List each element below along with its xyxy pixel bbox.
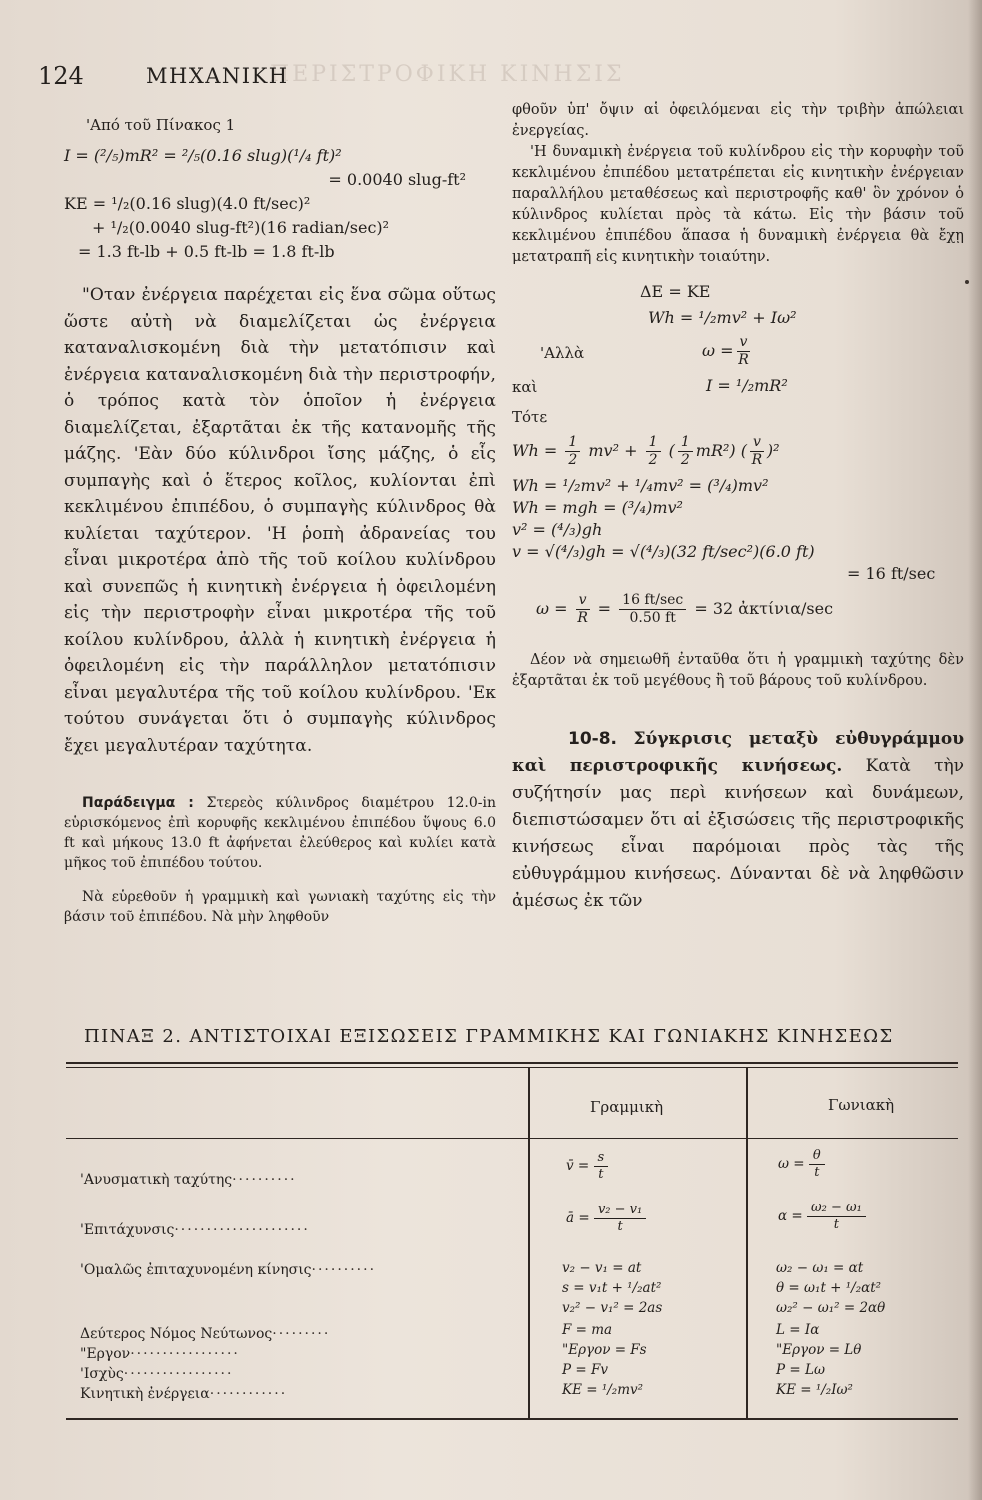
table-bottom-rule	[66, 1418, 958, 1420]
bleed-through-header: ΠΕΡΙΣΤΡΟΦΙΚΗ ΚΙΝΗΣΙΣ	[270, 62, 625, 87]
section-number: 10-8.	[568, 729, 617, 749]
equation: v = √(⁴/₃)gh = √(⁴/₃)(32 ft/sec²)(6.0 ft)	[512, 542, 815, 561]
leader-dots: ············	[209, 1386, 288, 1402]
continued-text: φθοῦν ὑπ' ὄψιν αἱ ὀφειλόμεναι εἰς τὴν τριβὴν ἀπώλειαι ἐνεργείας.	[512, 102, 964, 139]
table-column-divider	[528, 1068, 530, 1418]
row-label-text: Δεύτερος Νόμος Νεύτωνος	[80, 1326, 273, 1342]
numerator: 1	[565, 434, 580, 452]
eq-term: =	[597, 599, 612, 618]
eq-term: mR²) (	[695, 441, 747, 460]
cell-line: s = v₁t + ¹/₂at²	[562, 1280, 662, 1296]
table-cell-angular	[778, 1148, 825, 1181]
example-label: Παράδειγμα :	[82, 795, 194, 811]
eq-term: mv² +	[588, 441, 638, 460]
eq-label: καὶ	[512, 378, 538, 396]
table-row-label	[80, 1386, 287, 1402]
fraction	[565, 434, 580, 469]
denominator: t	[814, 1165, 820, 1180]
numerator: 1	[646, 434, 661, 452]
eq-row	[512, 428, 964, 476]
body-paragraph: "Οταν ἐνέργεια παρέχεται εἰς ἕνα σῶμα οὕτως ὥστε αὐτὴ νὰ διαμελίζεται ὡς ἐνέργεια καταναλισκομένη διὰ τὴν μετατόπισιν καὶ ἐνέργεια καταναλισκομένη διὰ τὴν περιστροφήν, ὁ τρόπος κατὰ τὸν ὁποῖον ἡ ἐνέργεια διαμελίζεται, ἐξαρτᾶται ἐκ τῆς κατανομῆς τῆς μάζης. 'Εὰν δύο κύλινδροι ἴσης μάζης, ὁ εἷς συμπαγὴς καὶ ὁ ἕτερος κοῖλος, κυλίονται ἐπὶ κεκλιμένου ἐπιπέδου, ὁ συμπαγὴς κύλινδρος θὰ κυλίεται ταχύτερον. 'Η ῥοπὴ ἀδρανείας του εἶναι μικροτέρα ἀπὸ τῆς τοῦ κοίλου κυλίνδρου καὶ συνεπῶς ἡ κινητικὴ ἐνέργεια ἡ ὀφειλομένη εἰς τὴν περιστροφὴν εἶναι μικροτέρα τῆς τοῦ κοίλου κυλίνδρου, ἀλλὰ ἡ κινητικὴ ἐνέργεια ἡ ὀφειλομένη εἰς τὴν παράλληλον μετατόπισιν εἶναι μεγαλυτέρα τῆς τοῦ κοίλου κυλίνδρου. 'Εκ τούτου συνάγεται ὅτι ὁ συμπαγὴς κύλινδρος ἔχει μεγαλυτέραν ταχύτητα.	[64, 285, 496, 756]
table-top-rule-thin	[66, 1067, 958, 1068]
table-header-rule	[66, 1138, 958, 1139]
leader-dots: ·················	[123, 1366, 234, 1382]
equation: Wh = ¹/₂mv² + Iω²	[648, 308, 797, 327]
fraction	[678, 434, 693, 469]
numerator: v₂ − v₁	[594, 1202, 646, 1219]
denominator: 2	[680, 452, 690, 468]
denominator: 2	[568, 452, 578, 468]
cell-line: "Εργον = Fs	[562, 1342, 647, 1358]
eq-label: 'Αλλὰ	[540, 344, 585, 362]
eq-row	[512, 498, 964, 520]
table-row-label	[80, 1262, 376, 1278]
section-10-8	[512, 726, 964, 915]
page-number: 124	[38, 62, 84, 90]
eq-lhs: ω =	[702, 341, 734, 360]
page-gutter-shadow	[968, 0, 982, 1500]
eq-row	[512, 542, 964, 564]
section-title: Σύγκρισις μεταξὺ εὐθυγράμμου καὶ περιστροφικῆς κινήσεως.	[512, 729, 964, 776]
cell-line: v₂ − v₁ = at	[562, 1260, 642, 1276]
leader-dots: ··········	[232, 1172, 297, 1188]
table-header-angular: Γωνιακὴ	[828, 1096, 895, 1114]
cell-lhs: v̄ =	[566, 1158, 590, 1174]
energy-paragraph: 'Η δυναμικὴ ἐνέργεια τοῦ κυλίνδρου εἰς τὴν κορυφὴν τοῦ κεκλιμένου ἐπιπέδου μετατρέπεται εἰς κινητικὴν ἐνέργειαν παραλλήλου μεταθέσεως καὶ περιστροφῆς καθ' ὃν χρόνον ὁ κύλινδρος κυλίεται πρὸς τὰ κάτω. Εἰς τὴν βάσιν τοῦ κεκλιμένου ἐπιπέδου ἅπασα ἡ δυναμικὴ ἐνέργεια θὰ ἔχῃ μετατραπῆ εἰς κινητικὴν τοιαύτην.	[512, 144, 964, 265]
table-cell-linear	[562, 1258, 662, 1318]
denominator: R	[738, 352, 749, 368]
denominator: t	[598, 1167, 604, 1182]
eq-row	[512, 278, 964, 306]
equation: I = ¹/₂mR²	[706, 376, 788, 395]
equation	[702, 334, 753, 369]
table-cell-angular	[778, 1200, 866, 1233]
cell-lhs: ω =	[778, 1156, 805, 1172]
row-label-text: 'Επιτάχυνσις	[80, 1222, 175, 1238]
fraction	[576, 592, 590, 627]
fraction	[646, 434, 661, 469]
calc-line: I = (²/₅)mR² = ²/₅(0.16 slug)(¹/₄ ft)²	[64, 146, 342, 165]
row-label-text: "Εργον	[80, 1346, 131, 1362]
table-row-label	[80, 1346, 240, 1362]
cell-line: ω₂ − ω₁ = αt	[776, 1260, 864, 1276]
equation: Wh = ¹/₂mv² + ¹/₄mv² = (³/₄)mv²	[512, 476, 769, 495]
cell-line: L = Iα	[776, 1322, 820, 1338]
numerator: θ	[809, 1148, 825, 1165]
leader-dots: ··········	[311, 1262, 377, 1278]
eq-row	[512, 520, 964, 542]
numerator: v	[576, 592, 590, 610]
cell-line: v₂² − v₁² = 2as	[562, 1300, 663, 1316]
leader-dots: ·········	[272, 1326, 331, 1342]
eq-row	[512, 306, 964, 334]
table-header-linear: Γραμμικὴ	[590, 1098, 664, 1116]
eq-term: (	[668, 441, 675, 460]
calc-line: = 1.3 ft-lb + 0.5 ft-lb = 1.8 ft-lb	[78, 242, 335, 261]
calc-line: KE = ¹/₂(0.16 slug)(4.0 ft/sec)²	[64, 194, 311, 213]
equation-block	[512, 278, 964, 634]
table-cell-angular	[776, 1258, 885, 1318]
example-text: Στερεὸς κύλινδρος διαμέτρου 12.0-in εὑρισκόμενος ἐπὶ κορυφῆς κεκλιμένου ἐπιπέδου ὕψους 6.0 ft καὶ μήκους 13.0 ft ἀφήνεται ἐλεύθερος καὶ κυλίει κατὰ μῆκος τοῦ ἐπιπέδου τούτου.	[64, 795, 496, 871]
cell-lhs: ā =	[566, 1210, 590, 1226]
row-label-text: 'Ισχὺς	[80, 1366, 124, 1382]
table-top-rule	[66, 1062, 958, 1064]
calc-block	[64, 144, 496, 264]
denominator: R	[751, 452, 763, 468]
table-row-label	[80, 1222, 310, 1238]
cell-line: θ = ω₁t + ¹/₂αt²	[776, 1280, 882, 1296]
left-column	[64, 112, 496, 927]
fraction	[807, 1200, 866, 1233]
fraction	[594, 1150, 609, 1183]
calc-line: + ¹/₂(0.0040 slug-ft²)(16 radian/sec)²	[92, 218, 390, 237]
denominator: t	[833, 1217, 840, 1232]
cell-line: P = Lω	[776, 1362, 825, 1378]
numerator: ω₂ − ω₁	[807, 1200, 866, 1217]
denominator: t	[617, 1219, 623, 1234]
fraction	[809, 1148, 825, 1181]
row-label-text: 'Ομαλῶς ἐπιταχυνομένη κίνησις	[80, 1262, 312, 1278]
numerator: 1	[678, 434, 693, 452]
cell-line: KE = ¹/₂Iω²	[776, 1382, 853, 1398]
eq-row	[512, 334, 964, 374]
table-cell-linear	[562, 1320, 647, 1400]
cell-line: "Εργον = Lθ	[776, 1342, 862, 1358]
table-title: ΠΙΝΑΞ 2. ΑΝΤΙΣΤΟΙΧΑΙ ΕΞΙΣΩΣΕΙΣ ΓΡΑΜΜΙΚΗΣ ΚΑΙ ΓΩΝΙΑΚΗΣ ΚΙΝΗΣΕΩΣ	[84, 1026, 894, 1047]
table-row-label	[80, 1172, 297, 1188]
table-cell-angular	[776, 1320, 861, 1400]
cell-line: ω₂² − ω₁² = 2αθ	[776, 1300, 886, 1316]
eq-lhs: Wh =	[512, 441, 558, 460]
calc-line: = 0.0040 slug-ft²	[328, 170, 466, 189]
numerator: 16 ft/sec	[619, 592, 686, 610]
table-column-divider	[746, 1068, 748, 1418]
cell-line: F = ma	[562, 1322, 613, 1338]
eq-lhs: ω =	[536, 599, 568, 618]
equation: Wh = mgh = (³/₄)mv²	[512, 498, 683, 517]
equation	[512, 434, 780, 469]
numerator: v	[737, 334, 751, 352]
section-text: Κατὰ τὴν συζήτησίν μας περὶ κινήσεων καὶ δυνάμεων, διεπιστώσαμεν ὅτι αἱ ἐξισώσεις τῆς περιστροφικῆς κινήσεως εἶναι παρόμοιαι πρὸς τὰς τῆς εὐθυγράμμου κινήσεως. Δύνανται δὲ νὰ ληφθῶσιν ἀμέσως ἐκ τῶν	[512, 756, 964, 911]
eq-row	[512, 588, 964, 634]
eq-label: Τότε	[512, 408, 548, 426]
example-paragraph	[64, 793, 496, 873]
right-column	[512, 100, 964, 932]
eq-term: )²	[766, 441, 780, 460]
cell-line: P = Fv	[562, 1362, 608, 1378]
table-row-label	[80, 1326, 330, 1342]
note-paragraph: Δέον νὰ σημειωθῆ ἐνταῦθα ὅτι ἡ γραμμικὴ ταχύτης δὲν ἐξαρτᾶται ἐκ τοῦ μεγέθους ἢ τοῦ βάρους τοῦ κυλίνδρου.	[512, 652, 964, 689]
fraction	[594, 1202, 646, 1235]
denominator: R	[577, 610, 588, 626]
eq-term: = 32 ἀκτίνια/sec	[694, 599, 834, 618]
table-row-label	[80, 1366, 233, 1382]
eq-row	[512, 374, 964, 402]
equation	[536, 592, 833, 627]
leader-dots: ·················	[130, 1346, 240, 1362]
table-cell-linear	[566, 1150, 608, 1183]
eq-row	[512, 564, 964, 588]
cell-lhs: α =	[778, 1208, 803, 1224]
fraction	[737, 334, 751, 369]
example-question: Νὰ εὑρεθοῦν ἡ γραμμικὴ καὶ γωνιακὴ ταχύτης εἰς τὴν βάσιν τοῦ ἐπιπέδου. Νὰ μὴν ληφθοῦν	[64, 889, 496, 925]
row-label-text: 'Ανυσματικὴ ταχύτης	[80, 1172, 233, 1188]
numerator: s	[594, 1150, 609, 1167]
source-note: 'Από τοῦ Πίνακος 1	[86, 116, 236, 134]
leader-dots: ·····················	[174, 1222, 310, 1238]
equation: v² = (⁴/₃)gh	[512, 520, 603, 539]
denominator: 0.50 ft	[629, 610, 676, 626]
margin-mark	[965, 280, 969, 284]
denominator: 2	[648, 452, 658, 468]
row-label-text: Κινητικὴ ἐνέργεια	[80, 1386, 210, 1402]
cell-line: KE = ¹/₂mv²	[562, 1382, 644, 1398]
equation: = 16 ft/sec	[847, 564, 936, 583]
numerator: v	[750, 434, 764, 452]
equation: ΔE = KE	[640, 282, 711, 301]
eq-row	[512, 476, 964, 498]
eq-row	[512, 402, 964, 428]
table-cell-linear	[566, 1202, 646, 1235]
fraction	[750, 434, 764, 469]
running-title: ΜΗΧΑΝΙΚΗ	[146, 64, 289, 88]
fraction	[619, 592, 686, 627]
